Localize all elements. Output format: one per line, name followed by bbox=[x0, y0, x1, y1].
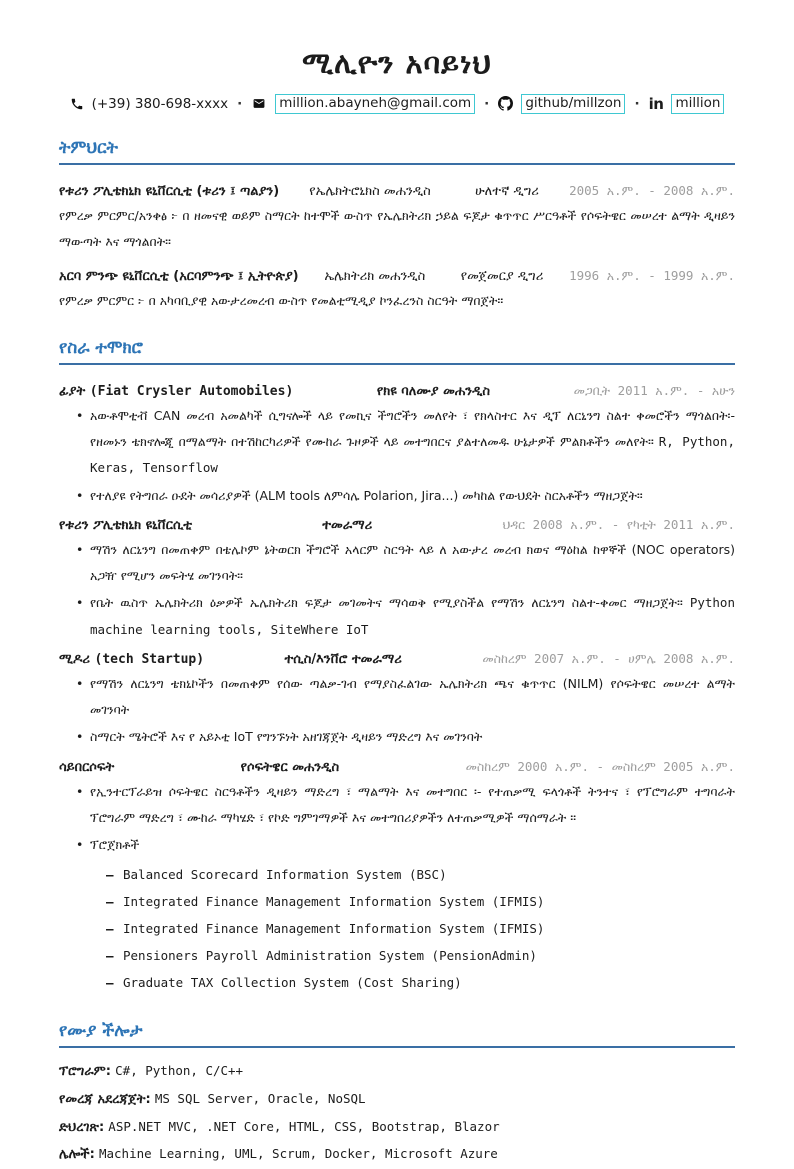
job-title: የክዩ ባለሙያ መሐንዲስ bbox=[376, 383, 491, 399]
project-list bbox=[90, 862, 735, 996]
bullet-item: • የቤት ዉስጥ ኤሌክትሪክ ዕቃዎች ኤሌክትሪክ ፍጆታ መገመትና ማሳወቅ የሚያስችል የማሽን ለርኒንግ ስልተ-ቀመር ማዘጋጀት። Python machine learning tools, SiteWhere IoT bbox=[90, 590, 735, 643]
skill-label: የመረጃ አደረጃጀት: bbox=[59, 1091, 151, 1107]
experience-bullet-list bbox=[59, 779, 735, 997]
envelope-icon bbox=[251, 97, 267, 110]
job-title: የሶፍትዌር መሐንዲስ bbox=[240, 759, 340, 775]
project-item: – Integrated Finance Management Information System (IFMIS) bbox=[123, 916, 735, 943]
project-item: – Balanced Scorecard Information System (BSC) bbox=[123, 862, 735, 889]
section-title-experience: የስራ ተሞክሮ bbox=[59, 338, 735, 365]
linkedin-link[interactable]: million bbox=[671, 94, 724, 114]
section-title-skills: የሙያ ችሎታ bbox=[59, 1021, 735, 1048]
degree-level: ሁለተኛ ዲግሪ bbox=[475, 183, 539, 199]
separator-dot: · bbox=[237, 95, 243, 112]
experience-entry-header bbox=[59, 517, 735, 533]
project-item: – Graduate TAX Collection System (Cost Sharing) bbox=[123, 970, 735, 997]
date-range: 1996 አ.ም. - 1999 አ.ም. bbox=[569, 268, 735, 284]
company-name: ሳይበርሶፍት bbox=[59, 759, 115, 775]
tech-list: Python machine learning tools, SiteWhere IoT bbox=[90, 595, 735, 637]
skill-value: Machine Learning, UML, Scrum, Docker, Microsoft Azure bbox=[98, 1146, 498, 1162]
github-link[interactable]: github/millzon bbox=[521, 94, 625, 114]
experience-bullet-list bbox=[59, 403, 735, 509]
skill-label: ድህረገጽ: bbox=[59, 1119, 105, 1135]
education-description: የምረቃ ምርምር/አንቀፅ ፦ በ ዘመናዊ ወይም ስማርት ከተሞች ውስጥ የኤሌክትሪክ ኃይል ፍጆታ ቁጥጥር ሥርዓቶች የሶፍትዌር መሠረተ ልማት ዲዛይን ማውጣት እና ማጎልበት። bbox=[59, 207, 735, 249]
institution-name: አርባ ምንጭ ዩኒቨርሲቲ (አርባምንጭ ፤ ኢትዮጵያ) bbox=[59, 269, 299, 285]
skill-label: ሌሎች: bbox=[59, 1147, 95, 1163]
skills-section bbox=[59, 1048, 735, 1169]
tech-list: R, Python, Keras, Tensorflow bbox=[90, 434, 735, 476]
experience-section bbox=[59, 365, 735, 997]
skill-value: C#, Python, C/C++ bbox=[115, 1062, 244, 1078]
skill-value: ASP.NET MVC, .NET Core, HTML, CSS, Bootstrap, Blazor bbox=[108, 1118, 500, 1134]
skill-value: MS SQL Server, Oracle, NoSQL bbox=[154, 1090, 366, 1106]
skill-row bbox=[59, 1058, 735, 1086]
skill-row bbox=[59, 1141, 735, 1169]
bullet-item: • የኢንተርፕራይዝ ሶፍትዌር ስርዓቶችን ዲዛይን ማድረግ ፣ ማልማት እና መተግበር ፡- የተጠቃሚ ፍላጎቶች ትንተና ፣ የፕሮግራም ተግባራት ፕሮግራም ማድረግ ፣ ሙከራ ማካሄድ ፣ የኮድ ግምገማዎች እና መተግበሪያዎችን ለተጠቃሚዎች ማሰማራት ። bbox=[90, 779, 735, 832]
company-name: ፊያት bbox=[59, 383, 86, 399]
phone-number: (+39) 380-698-xxxx bbox=[91, 95, 229, 112]
experience-entry-header bbox=[59, 383, 735, 399]
education-entry-header bbox=[59, 183, 735, 199]
experience-bullet-list bbox=[59, 671, 735, 751]
skill-row bbox=[59, 1114, 735, 1142]
experience-entry-header bbox=[59, 759, 735, 775]
phone-icon bbox=[70, 97, 84, 111]
separator-dot: · bbox=[634, 95, 640, 112]
company-name: ሚዶሪ bbox=[59, 651, 90, 667]
experience-entry-header bbox=[59, 651, 735, 667]
date-range: ህዳር 2008 አ.ም. - የካቲት 2011 አ.ም. bbox=[502, 516, 735, 532]
date-range: መጋቢት 2011 አ.ም. - አሁን bbox=[573, 382, 735, 398]
skill-row bbox=[59, 1086, 735, 1114]
bullet-item: • ማሽን ለርኒንግ በመጠቀም በቴሌኮም ኔትወርክ ችግሮች አላርም ስርዓት ላይ ለ አውታረ መረብ ክወና ማዕከል ከዋኞች (NOC operators) አጋዥ የሚሆን መፍትሄ መገንባት። bbox=[90, 537, 735, 590]
experience-bullet-list bbox=[59, 537, 735, 643]
bullet-item: • የተለያዩ የትግበራ ዑደት መሳሪያዎች (ALM tools ለምሳሌ Polarion, Jira...) መካከል የውህደት ስርአቶችን ማዘጋጀት። bbox=[90, 483, 735, 509]
date-range: መስከረም 2000 አ.ም. - መስከረም 2005 አ.ም. bbox=[465, 758, 735, 774]
study-field: የኤሌክትሮኒክስ መሐንዲስ bbox=[309, 183, 431, 199]
contact-line bbox=[59, 94, 735, 114]
job-title: ተሲስ/እንቨሮ ተመራማሪ bbox=[284, 651, 402, 667]
job-title: ተመራማሪ bbox=[322, 517, 373, 533]
education-description: የምረቃ ምርምር ፦ በ አካባቢያዊ አውታረመረብ ውስጥ የመልቲሚዲያ ኮንፈረንስ ስርዓት ማበጀት። bbox=[59, 293, 504, 309]
bullet-item: • አውቶሞቲቭ CAN መረብ አመልካች ሲግናሎች ላይ የመኪና ችግሮችን መለየት ፣ የክላስተር እና ዲፕ ለርኒንግ ስልተ ቀመሮችን ማጎልበት፡- የዘመኑን ቴክኖሎጂ በማልማት በተሽከርካሪዎች የሙከራ ጉዞዎች ላይ መተግበርና ያልተለመዱ ሁኔታዎች ምልክቶችን መለየት። R, Python, Keras, Tensorflow bbox=[90, 403, 735, 482]
education-entry-header bbox=[59, 268, 735, 284]
study-field: ኤሌክትሪክ መሐንዲስ bbox=[324, 269, 426, 285]
company-name-latin: (Fiat Crysler Automobiles) bbox=[89, 383, 294, 399]
degree-level: የመጀመርያ ዲግሪ bbox=[460, 269, 544, 285]
bullet-item: • ስማርት ሜትሮች እና የ አይኦቲ IoT የግንኙነት አዘገጃጀት ዲዛይን ማድረግ እና መገንባት bbox=[90, 724, 735, 750]
bullet-item: • ፕሮጀክቶች – Balanced Scorecard Information System (BSC) – Integrated Finance Management Information System (IFMIS) – Integrated Finance Management Information System (IFMIS) – Pensioners Payroll Administration System (PensionAdmin) – Graduate TAX Collection System (Cost Sharing) bbox=[90, 832, 735, 997]
company-name: የቱሪን ፖሊቴክኒክ ዩኒቨርሲቲ bbox=[59, 517, 192, 533]
bullet-item: • የማሽን ለርኒንግ ቴክኒኮችን በመጠቀም የሰው ጣልቃ-ገብ የማያስፈልገው ኤሌክትሪክ ጫና ቁጥጥር (NILM) የሶፍትዌር መሠረተ ልማት መገንባት bbox=[90, 671, 735, 724]
skill-label: ፕሮግራም: bbox=[59, 1063, 111, 1079]
section-title-education: ትምህርት bbox=[59, 138, 735, 165]
project-item: – Integrated Finance Management Information System (IFMIS) bbox=[123, 889, 735, 916]
institution-name: የቱሪን ፖሊቴክኒክ ዩኒቨርሲቲ (ቱሪን ፤ ጣልያን) bbox=[59, 183, 280, 199]
education-section bbox=[59, 165, 735, 314]
company-name-latin: (tech Startup) bbox=[94, 651, 205, 667]
email-link[interactable]: million.abayneh@gmail.com bbox=[275, 94, 475, 114]
github-icon bbox=[498, 96, 513, 111]
date-range: 2005 አ.ም. - 2008 አ.ም. bbox=[569, 182, 735, 198]
separator-dot: · bbox=[484, 95, 490, 112]
date-range: መስከረም 2007 አ.ም. - ሀምሌ 2008 አ.ም. bbox=[482, 650, 735, 666]
page-title: ሚሊዮን አባይነህ bbox=[302, 46, 492, 80]
linkedin-icon: in bbox=[648, 94, 664, 113]
project-item: – Pensioners Payroll Administration System (PensionAdmin) bbox=[123, 943, 735, 970]
